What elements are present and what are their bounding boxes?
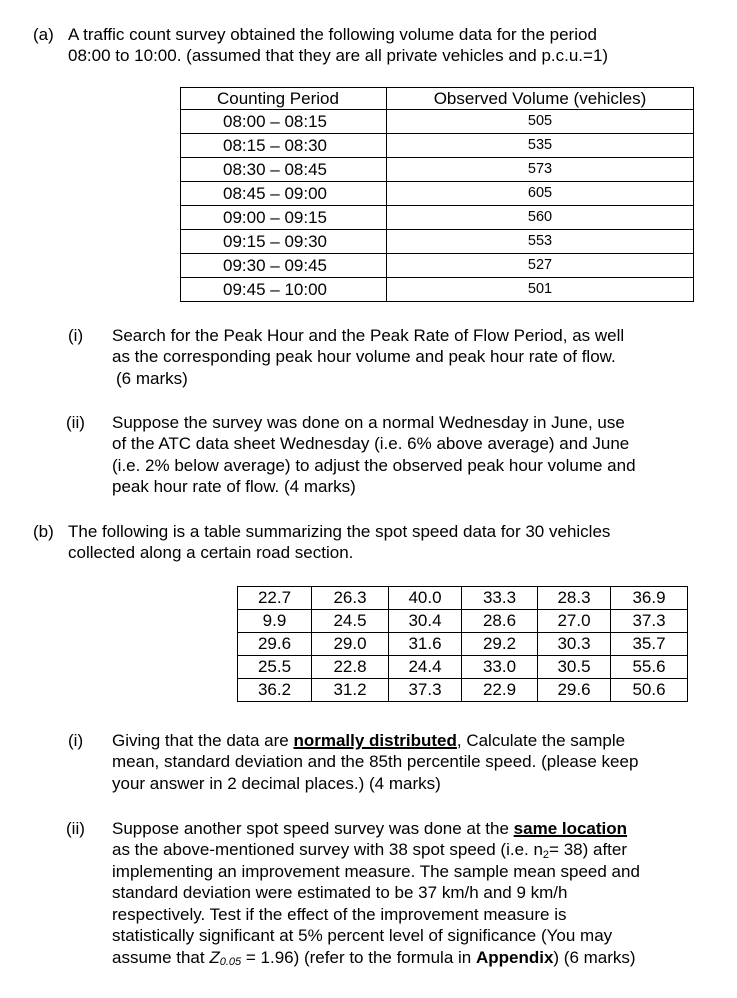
table-row bbox=[238, 656, 688, 679]
table-row bbox=[181, 158, 694, 182]
header-observed-volume: Observed Volume (vehicles) bbox=[387, 88, 694, 110]
speed-cell: 28.6 bbox=[462, 610, 538, 633]
speed-cell: 33.3 bbox=[462, 587, 538, 610]
speed-cell: 35.7 bbox=[611, 633, 688, 656]
table-row bbox=[181, 278, 694, 302]
speed-cell: 31.6 bbox=[389, 633, 462, 656]
speed-cell: 9.9 bbox=[238, 610, 312, 633]
table-row bbox=[181, 230, 694, 254]
part-b-q2-line7-pre: assume that bbox=[112, 948, 210, 967]
table-row bbox=[181, 134, 694, 158]
speed-cell: 31.2 bbox=[312, 679, 389, 702]
z-subscript: 0.05 bbox=[219, 956, 242, 968]
part-b-q1-label: (i) bbox=[68, 731, 84, 750]
volume-cell: 535 bbox=[387, 134, 694, 158]
part-b-q1-line1-post: , Calculate the sample bbox=[456, 731, 626, 750]
volume-cell: 527 bbox=[387, 254, 694, 278]
speed-table bbox=[237, 586, 688, 702]
normally-distributed-emphasis: normally distributed bbox=[293, 731, 457, 750]
part-b-q2-line2-post: = 38) after bbox=[549, 840, 628, 859]
speed-cell: 26.3 bbox=[312, 587, 389, 610]
volume-cell: 501 bbox=[387, 278, 694, 302]
speed-cell: 29.2 bbox=[462, 633, 538, 656]
table-row bbox=[238, 679, 688, 702]
part-b-q1-line3: your answer in 2 decimal places.) (4 marks) bbox=[112, 774, 441, 793]
z-symbol: Z bbox=[209, 948, 220, 967]
part-b-q2-line5: respectively. Test if the effect of the improvement measure is bbox=[112, 905, 567, 924]
part-b-q2-line3: implementing an improvement measure. The sample mean speed and bbox=[112, 862, 640, 881]
part-a-q1-label: (i) bbox=[68, 326, 84, 345]
part-a-q2-line3: (i.e. 2% below average) to adjust the observed peak hour volume and bbox=[112, 456, 636, 475]
part-b-intro-line2: collected along a certain road section. bbox=[68, 543, 354, 562]
part-b-label: (b) bbox=[33, 522, 54, 541]
part-b-q1-line1 bbox=[112, 730, 702, 752]
part-a-q2-line4: peak hour rate of flow. (4 marks) bbox=[112, 477, 356, 496]
period-cell: 08:00 – 08:15 bbox=[181, 110, 387, 134]
table-row bbox=[238, 633, 688, 656]
speed-cell: 30.4 bbox=[389, 610, 462, 633]
appendix-emphasis: Appendix bbox=[475, 948, 554, 967]
period-cell: 09:00 – 09:15 bbox=[181, 206, 387, 230]
period-cell: 08:30 – 08:45 bbox=[181, 158, 387, 182]
speed-cell: 29.0 bbox=[312, 633, 389, 656]
table-row bbox=[181, 254, 694, 278]
volume-cell: 553 bbox=[387, 230, 694, 254]
speed-cell: 25.5 bbox=[238, 656, 312, 679]
speed-cell: 40.0 bbox=[389, 587, 462, 610]
part-b-q1-line2: mean, standard deviation and the 85th percentile speed. (please keep bbox=[112, 752, 639, 771]
table-row bbox=[238, 587, 688, 610]
speed-cell: 36.2 bbox=[238, 679, 312, 702]
table-row bbox=[181, 110, 694, 134]
part-b-q2-line1 bbox=[112, 818, 702, 840]
part-b-intro-line1: The following is a table summarizing the spot speed data for 30 vehicles bbox=[68, 522, 611, 541]
period-cell: 09:45 – 10:00 bbox=[181, 278, 387, 302]
part-a-intro-line2: 08:00 to 10:00. (assumed that they are all private vehicles and p.c.u.=1) bbox=[68, 46, 609, 65]
volume-cell: 605 bbox=[387, 182, 694, 206]
part-b-q2-line4: standard deviation were estimated to be 37 km/h and 9 km/h bbox=[112, 883, 568, 902]
part-a-q2-line2: of the ATC data sheet Wednesday (i.e. 6% above average) and June bbox=[112, 434, 630, 453]
part-b-q2-line2-pre: as the above-mentioned survey with 38 spot speed (i.e. n bbox=[112, 840, 543, 859]
speed-cell: 22.9 bbox=[462, 679, 538, 702]
part-b-q2-line6: statistically significant at 5% percent level of significance (You may bbox=[112, 926, 613, 945]
part-b-q1-line1-pre: Giving that the data are bbox=[112, 731, 294, 750]
speed-cell: 22.8 bbox=[312, 656, 389, 679]
part-a-intro-line1: A traffic count survey obtained the following volume data for the period bbox=[68, 25, 597, 44]
speed-cell: 27.0 bbox=[538, 610, 611, 633]
n2-subscript: 2 bbox=[542, 849, 550, 861]
speed-cell: 30.3 bbox=[538, 633, 611, 656]
speed-cell: 29.6 bbox=[238, 633, 312, 656]
volume-cell: 505 bbox=[387, 110, 694, 134]
period-cell: 08:15 – 08:30 bbox=[181, 134, 387, 158]
part-a-q1-line1: Search for the Peak Hour and the Peak Rate of Flow Period, as well bbox=[112, 326, 625, 345]
part-b-q2-line7-post: ) (6 marks) bbox=[553, 948, 636, 967]
speed-cell: 24.5 bbox=[312, 610, 389, 633]
speed-cell: 24.4 bbox=[389, 656, 462, 679]
volume-table bbox=[180, 87, 694, 302]
table-row bbox=[181, 182, 694, 206]
part-a-q1-line2: as the corresponding peak hour volume and peak hour rate of flow. bbox=[112, 347, 616, 366]
speed-cell: 37.3 bbox=[611, 610, 688, 633]
volume-cell: 560 bbox=[387, 206, 694, 230]
part-b-q2-line7-mid: = 1.96) (refer to the formula in bbox=[241, 948, 476, 967]
period-cell: 08:45 – 09:00 bbox=[181, 182, 387, 206]
table-row bbox=[238, 610, 688, 633]
same-location-emphasis: same location bbox=[513, 819, 628, 838]
speed-cell: 55.6 bbox=[611, 656, 688, 679]
part-b-q2-line1-pre: Suppose another spot speed survey was done at the bbox=[112, 819, 514, 838]
table-row bbox=[181, 206, 694, 230]
speed-cell: 30.5 bbox=[538, 656, 611, 679]
part-a-q1-line3: (6 marks) bbox=[116, 369, 188, 388]
part-a-q2-line1: Suppose the survey was done on a normal Wednesday in June, use bbox=[112, 413, 625, 432]
speed-cell: 29.6 bbox=[538, 679, 611, 702]
part-a-label: (a) bbox=[33, 25, 54, 44]
part-b-q2-line7 bbox=[112, 947, 702, 974]
speed-cell: 37.3 bbox=[389, 679, 462, 702]
speed-cell: 22.7 bbox=[238, 587, 312, 610]
header-counting-period: Counting Period bbox=[181, 88, 387, 110]
period-cell: 09:30 – 09:45 bbox=[181, 254, 387, 278]
part-a-q2-label: (ii) bbox=[66, 413, 85, 432]
part-b-q2-label: (ii) bbox=[66, 819, 85, 838]
volume-cell: 573 bbox=[387, 158, 694, 182]
period-cell: 09:15 – 09:30 bbox=[181, 230, 387, 254]
volume-table-header bbox=[181, 88, 694, 110]
speed-cell: 28.3 bbox=[538, 587, 611, 610]
speed-cell: 36.9 bbox=[611, 587, 688, 610]
speed-cell: 33.0 bbox=[462, 656, 538, 679]
speed-cell: 50.6 bbox=[611, 679, 688, 702]
